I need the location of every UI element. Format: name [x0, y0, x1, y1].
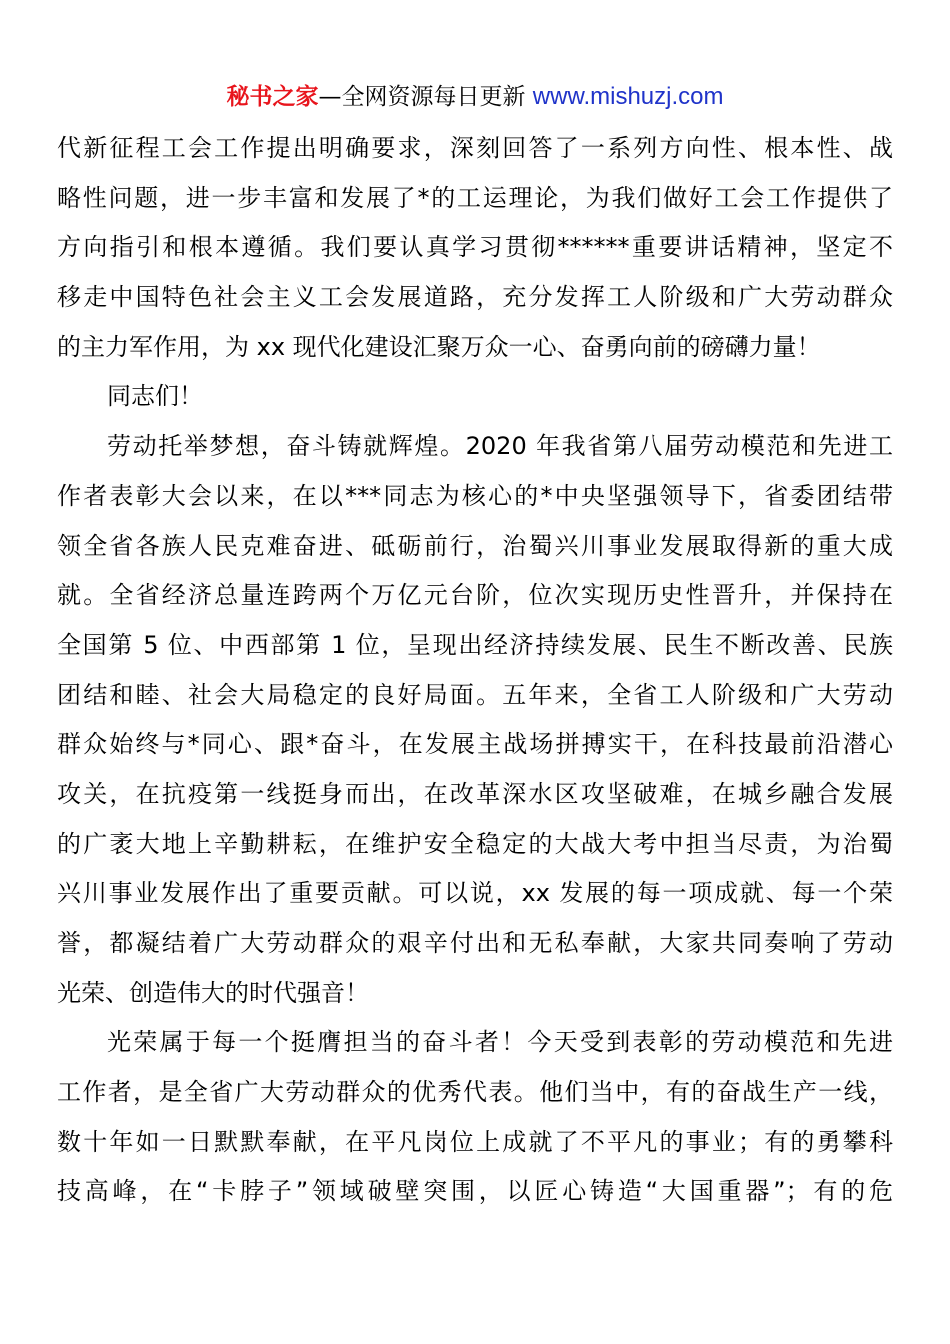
text-line: 数十年如一日默默奉献，在平凡岗位上成就了不平凡的事业；有的勇攀科	[57, 1127, 893, 1156]
text-line: 作者表彰大会以来，在以***同志为核心的*中央坚强领导下，省委团结带	[57, 481, 893, 510]
header-tagline: —全网资源每日更新	[318, 84, 533, 110]
text-line: 方向指引和根本遵循。我们要认真学习贯彻******重要讲话精神，坚定不	[57, 233, 893, 262]
brand-name: 秘书之家	[226, 84, 319, 110]
text-line: 技高峰，在“卡脖子”领域破壁突围，以匠心铸造“大国重器”；有的危	[57, 1177, 893, 1206]
text-line: 群众始终与*同心、跟*奋斗，在发展主战场拼搏实干，在科技最前沿潜心	[57, 730, 893, 759]
text-line: 的主力军作用，为 xx 现代化建设汇聚万众一心、奋勇向前的磅礴力量！	[57, 332, 821, 361]
text-line: 兴川事业发展作出了重要贡献。可以说，xx 发展的每一项成就、每一个荣	[57, 879, 893, 908]
text-line: 誉，都凝结着广大劳动群众的艰辛付出和无私奉献，大家共同奏响了劳动	[57, 929, 893, 957]
site-url-link[interactable]: www.mishuzj.com	[532, 83, 724, 110]
text-line: 同志们！	[107, 382, 203, 411]
text-line: 劳动托举梦想，奋斗铸就辉煌。2020 年我省第八届劳动模范和先进工	[107, 432, 893, 461]
text-line: 的广袤大地上辛勤耕耘，在维护安全稳定的大战大考中担当尽责，为治蜀	[57, 829, 893, 858]
text-line: 光荣、创造伟大的时代强音！	[57, 978, 369, 1007]
text-line: 移走中国特色社会主义工会发展道路，充分发挥工人阶级和广大劳动群众	[57, 283, 893, 312]
text-line: 略性问题，进一步丰富和发展了*的工运理论，为我们做好工会工作提供了	[57, 183, 893, 212]
text-line: 就。全省经济总量连跨两个万亿元台阶，位次实现历史性晋升，并保持在	[57, 581, 893, 610]
text-line: 领全省各族人民克难奋进、砥砺前行，治蜀兴川事业发展取得新的重大成	[57, 531, 893, 560]
text-line: 光荣属于每一个挺膺担当的奋斗者！今天受到表彰的劳动模范和先进	[107, 1028, 893, 1057]
document-body	[57, 124, 893, 1217]
text-line: 攻关，在抗疫第一线挺身而出，在改革深水区攻坚破难，在城乡融合发展	[57, 779, 893, 808]
text-line: 代新征程工会工作提出明确要求，深刻回答了一系列方向性、根本性、战	[57, 134, 893, 162]
text-line: 全国第 5 位、中西部第 1 位，呈现出经济持续发展、民生不断改善、民族	[57, 630, 893, 659]
text-line: 团结和睦、社会大局稳定的良好局面。五年来，全省工人阶级和广大劳动	[57, 680, 893, 709]
page-header	[0, 80, 950, 114]
text-line: 工作者，是全省广大劳动群众的优秀代表。他们当中，有的奋战生产一线，	[57, 1078, 893, 1107]
